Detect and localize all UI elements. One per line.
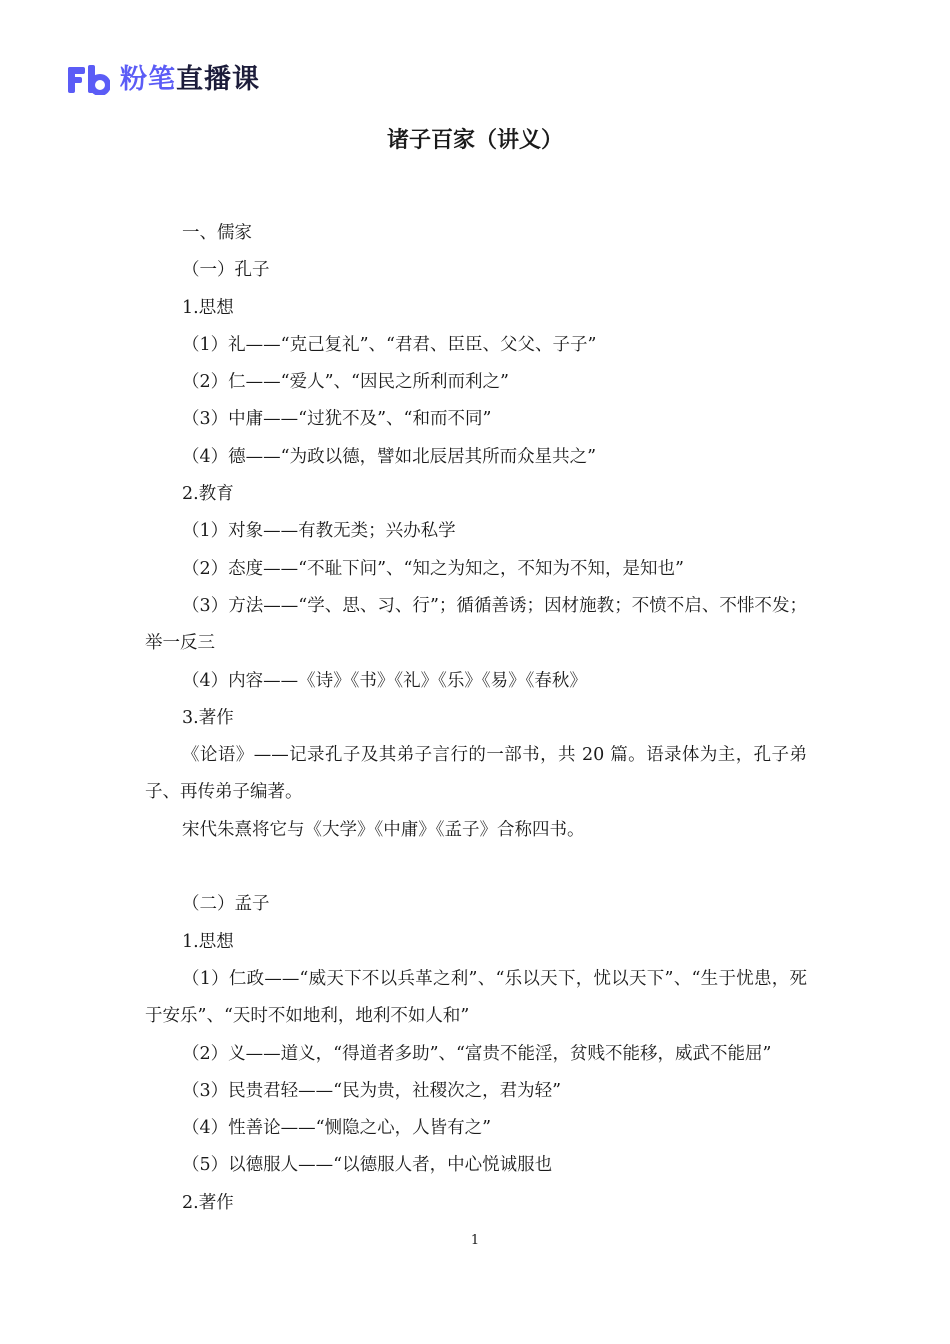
list-item: （3）方法——“学、思、习、行”；循循善诱；因材施教；不愤不启、不悱不发；举一反三: [145, 595, 807, 654]
logo-brand-text: 粉笔: [120, 64, 176, 95]
list-item: （3）中庸——“过犹不及”、“和而不同”: [182, 409, 492, 430]
logo-suffix-text: 直播课: [176, 64, 260, 95]
list-item: （3）民贵君轻——“民为贵，社稷次之，君为轻”: [182, 1080, 562, 1101]
list-item: （4）内容——《诗》《书》《礼》《乐》《易》《春秋》: [182, 670, 587, 691]
topic-heading: 2.教育: [182, 484, 234, 505]
section-heading: 一、儒家: [182, 223, 252, 243]
topic-heading: 2.著作: [182, 1192, 234, 1213]
list-item: （1）仁政——“威天下不以兵革之利”、“乐以天下，忧以天下”、“生于忧患，死于安乐”、“天时不如地利，地利不如人和”: [145, 968, 807, 1027]
topic-heading: 1.思想: [182, 931, 234, 952]
list-item: （4）性善论——“恻隐之心，人皆有之”: [182, 1118, 492, 1139]
body-paragraph: 宋代朱熹将它与《大学》《中庸》《孟子》合称四书。: [182, 819, 585, 840]
paragraph-gap: [145, 849, 807, 886]
list-item: （2）态度——“不耻下问”、“知之为知之，不知为不知，是知也”: [182, 558, 684, 579]
list-item: （5）以德服人——“以德服人者，中心悦诚服也: [182, 1155, 553, 1176]
topic-heading: 3.著作: [182, 707, 234, 728]
logo-text: [120, 62, 260, 98]
document-body: [145, 215, 807, 1222]
document-title: 诸子百家（讲义）: [386, 127, 563, 153]
subsection-heading: （一）孔子: [182, 260, 270, 281]
list-item: （4）德——“为政以德，譬如北辰居其所而众星共之”: [182, 446, 597, 467]
list-item: （1）对象——有教无类；兴办私学: [182, 521, 456, 542]
topic-heading: 1.思想: [182, 297, 234, 318]
list-item: （2）义——道义，“得道者多助”、“富贵不能淫，贫贱不能移，威武不能屈”: [182, 1043, 772, 1064]
list-item: （1）礼——“克己复礼”、“君君、臣臣、父父、子子”: [182, 334, 597, 355]
brand-logo: [68, 62, 260, 98]
page-number: 1: [470, 1233, 480, 1248]
list-item: （2）仁——“爱人”、“因民之所利而利之”: [182, 372, 509, 393]
fenbi-logo-icon: [68, 65, 110, 95]
subsection-heading: （二）孟子: [182, 894, 270, 915]
body-paragraph: 《论语》——记录孔子及其弟子言行的一部书，共 20 篇。语录体为主，孔子弟子、再传弟子编著。: [145, 745, 807, 803]
